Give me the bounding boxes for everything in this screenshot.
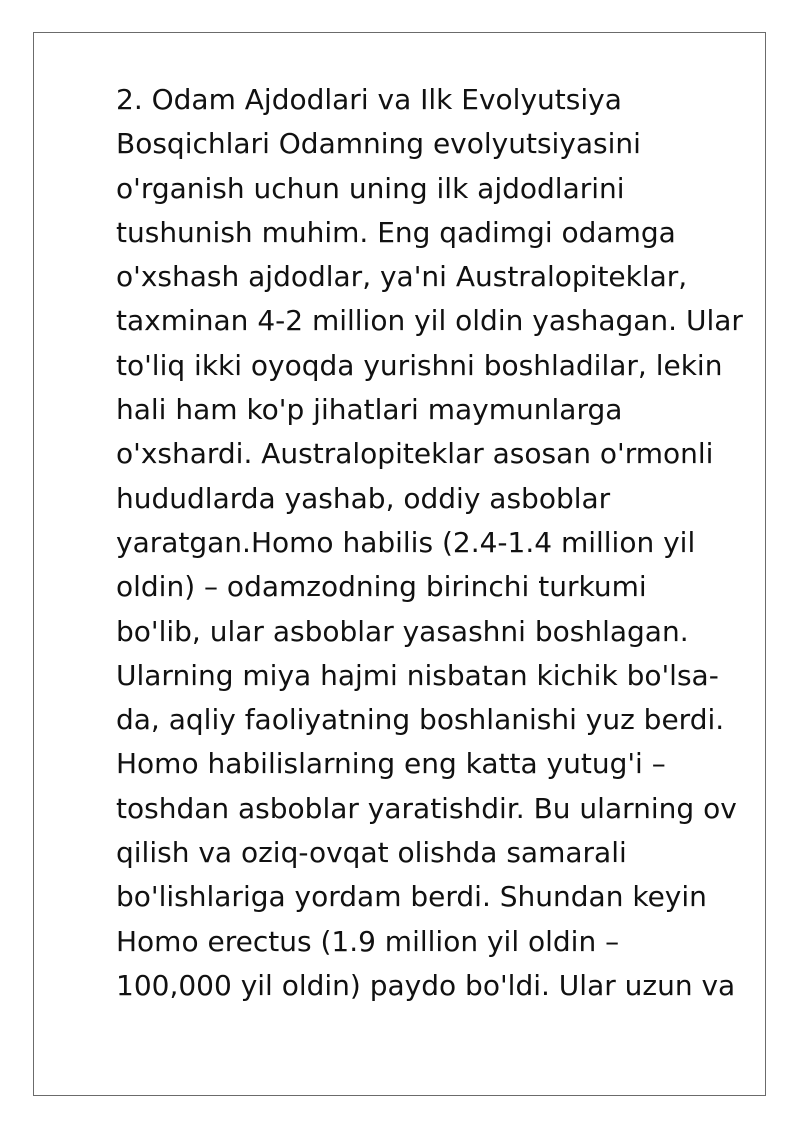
text-line: Homo erectus (1.9 million yil oldin – bbox=[116, 924, 620, 958]
text-line: o'rganish uchun uning ilk ajdodlarini bbox=[116, 171, 625, 205]
text-line: Ularning miya hajmi nisbatan kichik bo'lsa- bbox=[116, 658, 719, 692]
text-line: tushunish muhim. Eng qadimgi odamga bbox=[116, 215, 676, 249]
text-line: hali ham ko'p jihatlari maymunlarga bbox=[116, 393, 623, 427]
text-line: oldin) – odamzodning birinchi turkumi bbox=[116, 570, 647, 604]
text-line: da, aqliy faoliyatning boshlanishi yuz berdi. bbox=[116, 703, 725, 737]
text-line: o'xshardi. Australopiteklar asosan o'rmonli bbox=[116, 437, 714, 471]
text-line: to'liq ikki oyoqda yurishni boshladilar, lekin bbox=[116, 348, 723, 382]
text-line: toshdan asboblar yaratishdir. Bu ularning ov bbox=[116, 791, 737, 825]
text-line: Homo habilislarning eng katta yutug'i – bbox=[116, 747, 666, 781]
text-line: yaratgan.Homo habilis (2.4-1.4 million yil bbox=[116, 525, 696, 559]
document-body bbox=[116, 78, 756, 1008]
text-line: 2. Odam Ajdodlari va Ilk Evolyutsiya bbox=[116, 83, 622, 116]
text-line: hududlarda yashab, oddiy asboblar bbox=[116, 481, 611, 515]
text-line: taxminan 4-2 million yil oldin yashagan. Ular bbox=[116, 304, 743, 338]
text-line: bo'lib, ular asboblar yasashni boshlagan. bbox=[116, 614, 689, 648]
text-line: Bosqichlari Odamning evolyutsiyasini bbox=[116, 127, 641, 161]
text-line: o'xshash ajdodlar, ya'ni Australopiteklar, bbox=[116, 260, 688, 294]
text-line: bo'lishlariga yordam berdi. Shundan keyin bbox=[116, 880, 707, 914]
text-line: qilish va oziq-ovqat olishda samarali bbox=[116, 836, 627, 870]
text-line: 100,000 yil oldin) paydo bo'ldi. Ular uzun va bbox=[116, 968, 736, 1002]
